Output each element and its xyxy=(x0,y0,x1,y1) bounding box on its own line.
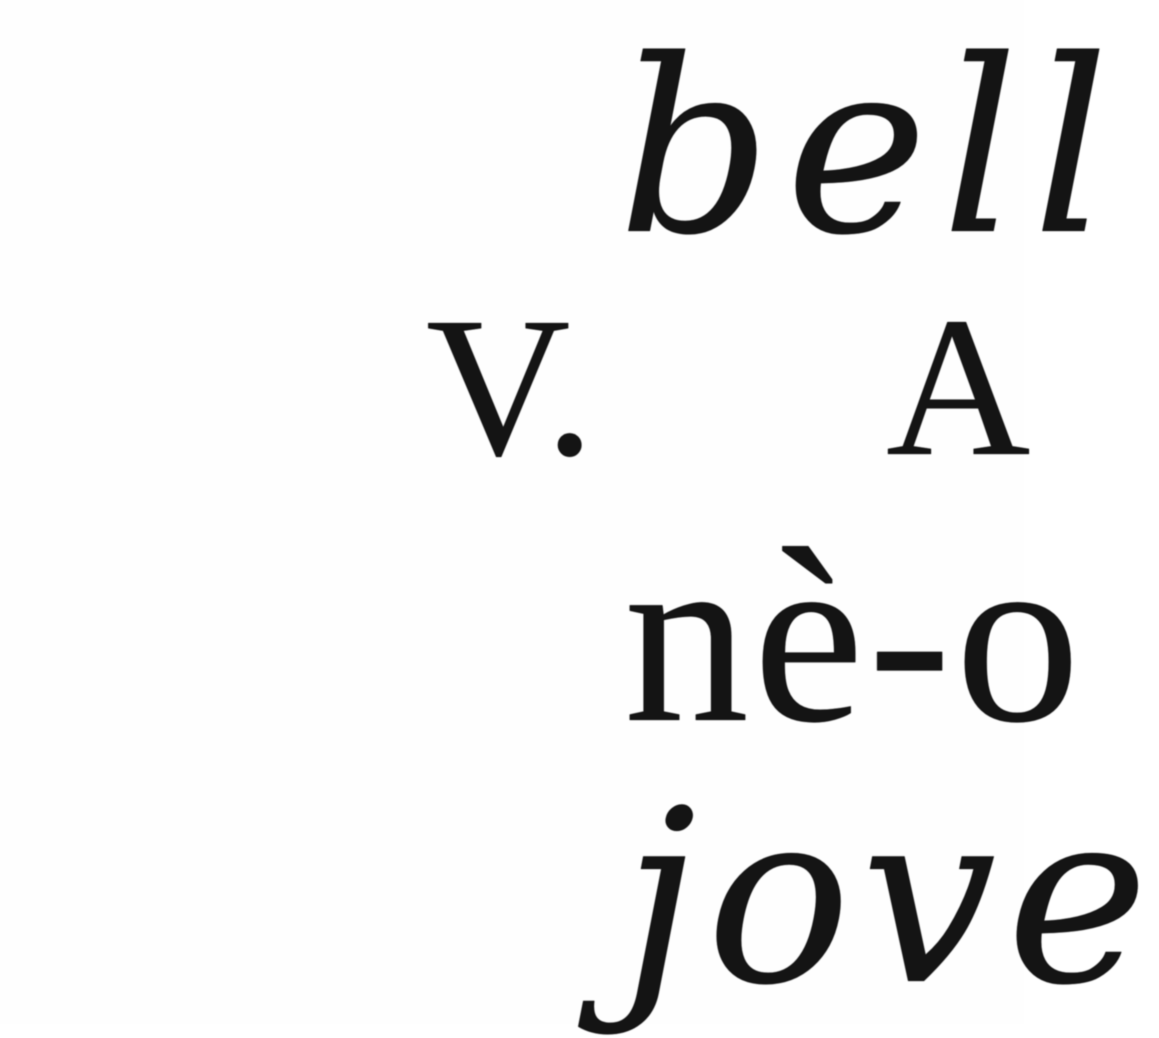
section-number: V. xyxy=(426,277,595,498)
text-line-4: jove xyxy=(622,758,1159,1038)
text-line-3: nè-o xyxy=(624,498,1085,775)
text-line-1: bell xyxy=(618,8,1124,288)
text-line-2: A xyxy=(886,277,1031,498)
